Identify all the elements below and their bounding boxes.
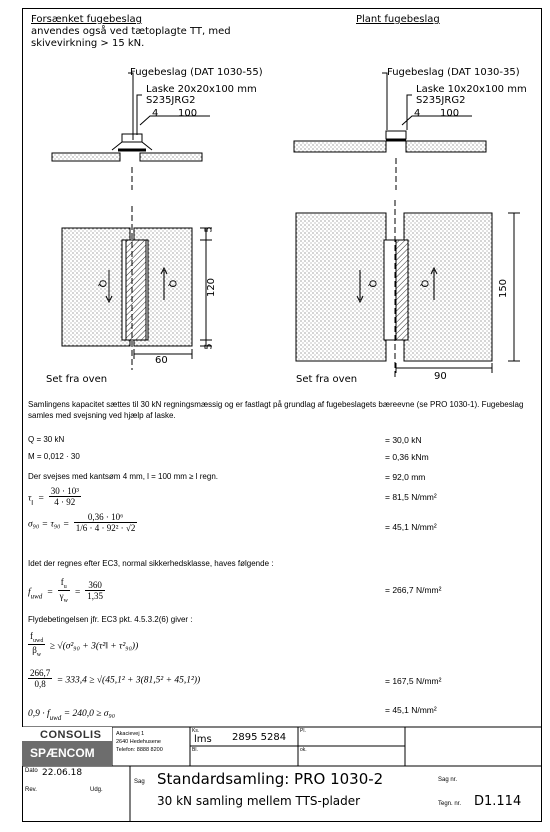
ks-value: lms	[194, 734, 212, 745]
weld-text: Der svejses med kantsøm 4 mm, l = 100 mm ≥ l regn.	[28, 472, 218, 481]
right-dim-90: 90	[434, 371, 447, 382]
cond3-rest: = 240,0 ≥ σ₉₀	[61, 709, 116, 719]
phone-line: Telefon: 8888 8200	[116, 747, 163, 753]
fuwd-subscript: uwd	[30, 592, 43, 601]
ks-label: Ks.	[192, 728, 200, 734]
right-weld-length: 100	[440, 108, 460, 119]
fuwd-360: 360	[85, 580, 105, 591]
sigma-equation	[28, 512, 137, 533]
right-laske-label: Laske 10x20x100 mm	[416, 84, 527, 95]
udg-label: Udg.	[90, 787, 103, 793]
flyde-text: Flydebetingelsen jfr. EC3 pkt. 4.5.3.2(6) giver :	[28, 615, 193, 624]
m-rhs: = 0,36 kNm	[385, 452, 429, 462]
tau-subscript: ǁ	[31, 498, 34, 507]
drawing-subtitle: 30 kN samling mellem TTS-plader	[157, 794, 361, 808]
left-steel-label: S235JRG2	[146, 95, 196, 106]
sagnr-label: Sag nr.	[438, 777, 458, 783]
cond2-numerator: 266,7	[30, 668, 51, 678]
cond2-denominator: 0,8	[34, 679, 46, 689]
right-q-label-2: Q	[418, 279, 430, 288]
left-dim-5-bottom: 5	[203, 343, 215, 350]
tau-equation: $\tau_ǁ$ = $\frac{\text{30 · 10³}}{4 \cdot 92}$	[28, 486, 79, 507]
cond1-text: ≥ √(σ²₉₀ + 3(τ²ǁ + τ²₉₀))	[49, 641, 139, 652]
right-weld-size: 4	[414, 108, 421, 119]
cond1-f-sub: uwd	[33, 637, 44, 644]
cond2-text: = 333,4 ≥ √(45,1² + 3(81,5² + 45,1²))	[56, 675, 201, 686]
sag-label: Sag	[134, 779, 145, 785]
cond1-beta: β	[32, 644, 37, 655]
address-line-1: Akacievej 1	[116, 731, 145, 737]
left-laske-label: Laske 20x20x100 mm	[146, 84, 257, 95]
right-steel-label: S235JRG2	[416, 95, 466, 106]
ok-label: ok.	[300, 747, 307, 753]
left-fugebeslag-label: Fugebeslag (DAT 1030-55)	[130, 67, 263, 78]
cond1-f: f	[30, 631, 33, 641]
tau-numerator: 30 · 10³	[50, 486, 79, 496]
fuwd-gamma-sub: w	[63, 597, 68, 604]
right-plan-view	[296, 200, 520, 380]
left-q-label-2: Q	[166, 279, 178, 288]
condition-3	[28, 703, 115, 722]
tegnnr-value: D1.114	[474, 794, 522, 809]
right-dim-150: 150	[498, 278, 510, 299]
left-dim-5-top: 5	[203, 226, 215, 233]
tau-symbol: τ	[28, 493, 32, 504]
m-lhs: M = 0,012 · 30	[28, 452, 80, 461]
bl-label: Bl.	[192, 747, 198, 753]
left-q-label-1: Q	[96, 279, 108, 288]
sigma-numerator: 0,36 · 10⁶	[74, 512, 138, 523]
left-weld-size: 4	[152, 108, 159, 119]
left-weld-length: 100	[178, 108, 198, 119]
sigma-rhs: = 45,1 N/mm²	[385, 522, 437, 532]
fuwd-symbol: f	[28, 587, 31, 598]
left-title: Forsænket fugebeslag	[31, 14, 143, 25]
cond3-text: 0,9 · f	[28, 709, 50, 719]
cond1-beta-sub: w	[36, 651, 42, 658]
cond2-rhs: = 167,5 N/mm²	[385, 676, 442, 686]
intro-paragraph: Samlingens kapacitet sættes til 30 kN regningsmæssig og er fastlagt på grundlag af fugebeslagets bæreevne (se PRO 1030-1). Fugebeslag samles med svejsning ved hjælp af laske.	[28, 400, 524, 420]
left-subtitle-1: anvendes også ved tætoplagte TT, med	[31, 26, 231, 37]
q-lhs: Q = 30 kN	[28, 435, 65, 444]
fuwd-fu-sub: u	[63, 583, 67, 590]
fuwd-rhs: = 266,7 N/mm²	[385, 585, 442, 595]
sigma-lhs: σ₉₀ = τ₉₀ =	[28, 519, 70, 530]
rev-label: Rev.	[25, 787, 37, 793]
fuwd-fu: f	[60, 577, 64, 587]
consolis-logo: CONSOLIS	[40, 729, 102, 741]
right-plan-caption: Set fra oven	[296, 374, 358, 385]
tegnnr-label: Tegn. nr.	[438, 801, 462, 807]
spaencom-logo: SPÆNCOM	[30, 746, 95, 760]
left-subtitle-2: skivevirkning > 15 kN.	[31, 38, 145, 49]
condition-1	[28, 631, 138, 658]
dato-label: Dato	[25, 768, 38, 774]
ec3-text: Idet der regnes efter EC3, normal sikkerhedsklasse, haves følgende :	[28, 559, 274, 568]
left-plan-view	[62, 206, 212, 370]
fuwd-135: 1,35	[87, 590, 104, 601]
weld-rhs: = 92,0 mm	[385, 472, 426, 482]
ks-number: 2895 5284	[232, 732, 287, 743]
tau-rhs: = 81,5 N/mm²	[385, 492, 437, 502]
left-dim-60: 60	[155, 355, 168, 366]
address-line-2: 2640 Hedehusene	[116, 739, 161, 745]
pl-label: Pl.	[300, 728, 306, 734]
tau-denominator: 4 · 92	[54, 497, 76, 507]
sigma-denominator: 1/6 · 4 · 92² · √2	[75, 523, 136, 533]
right-fugebeslag-label: Fugebeslag (DAT 1030-35)	[387, 67, 520, 78]
cond3-rhs: = 45,1 N/mm²	[385, 705, 437, 715]
left-plan-caption: Set fra oven	[46, 374, 108, 385]
drawing-title: Standardsamling: PRO 1030-2	[157, 770, 384, 788]
fuwd-equation: $f_{uwd}$ = $\frac{f_u}{\gamma_w}$ = $\frac{360}{1,35}$	[28, 577, 104, 604]
dato-value: 22.06.18	[42, 768, 83, 778]
cond3-sub: uwd	[49, 714, 62, 723]
fuwd-gamma: γ	[59, 590, 64, 601]
condition-2	[28, 668, 200, 689]
q-rhs: = 30,0 kN	[385, 435, 422, 445]
left-dim-120: 120	[206, 277, 218, 298]
right-title: Plant fugebeslag	[356, 14, 440, 25]
right-q-label-1: Q	[366, 279, 378, 288]
